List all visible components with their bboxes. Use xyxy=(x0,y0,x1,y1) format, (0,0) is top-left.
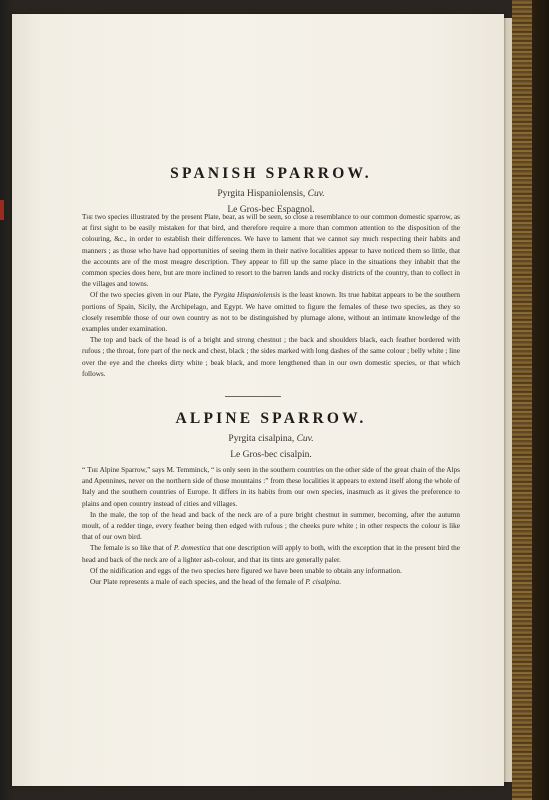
alpine-paragraph-2: In the male, the top of the head and back of the neck are of a pure bright chestnut in summer, becoming, after the autumn moult, of a redder tinge, every feather being then edged with rufous ; the cheeks pure white ; in other respects the colour is like that of our own bird. xyxy=(82,510,460,542)
alpine-sparrow-section xyxy=(82,410,460,463)
spanish-sparrow-body xyxy=(82,212,460,380)
alpine-p1-text: Alpine Sparrow,” says M. Temminck, “ is only seen in the southern countries on the other side of the great chain of the Alps and Apennines, never on the northern side of those mountains :” from these localities it appears to extend itself along the whole of Italy and the southern countries of Europe. It differs in its habits from our own species, inasmuch as it gives the preference to plains and open country instead of cities and villages. xyxy=(82,466,460,508)
spanish-p2-text-b: is the least known. Its true habitat appears to be the southern portions of Spain, Sicily, the Archipelago, and Egypt. We have omitted to figure the females of these two species, as they so closely resemble those of our own country as not to be distinguished by plumage alone, without an intimate knowledge of the examples under examination. xyxy=(82,291,460,334)
alpine-p5-text-b: . xyxy=(339,578,341,587)
spanish-latin-name xyxy=(82,186,460,202)
spanish-p2-text-a: Of the two species given in our Plate, the xyxy=(90,291,214,300)
spanish-p1-lead: The xyxy=(82,213,94,221)
alpine-paragraph-3 xyxy=(82,543,460,565)
book-page xyxy=(12,14,504,786)
alpine-sparrow-body xyxy=(82,465,460,588)
alpine-p1-open-quote: “ xyxy=(82,466,88,474)
alpine-latin-author: Cuv. xyxy=(296,434,314,444)
section-divider xyxy=(225,396,281,397)
spanish-sparrow-title: SPANISH SPARROW. xyxy=(170,165,372,182)
spanish-latin-text: Pyrgita Hispaniolensis, xyxy=(217,189,306,199)
book-cover-edge xyxy=(532,0,549,800)
spanish-paragraph-3: The top and back of the head is of a bright and strong chestnut ; the back and shoulders black, each feather bordered with rufous ; the throat, fore part of the neck and chest, black ; the sides marked with long dashes of the same colour ; belly white ; line over the eye and the cheeks dirty white ; beak black, and more lengthened than in our own domestic species, or that which follows. xyxy=(82,336,460,378)
alpine-p3-text-a: The female is so like that of xyxy=(90,544,174,553)
alpine-p3-text-b: that one description will apply to both, with the exception that in the present bird the head and back of the neck are of a lighter ash-colour, and that its tints are generally paler. xyxy=(82,544,460,564)
spanish-sparrow-section xyxy=(82,165,460,218)
alpine-latin-text: Pyrgita cisalpina, xyxy=(228,434,295,444)
alpine-sparrow-title: ALPINE SPARROW. xyxy=(175,410,367,427)
alpine-p1-lead: The xyxy=(87,466,99,474)
alpine-paragraph-5 xyxy=(82,577,460,588)
spanish-p1-text: two species illustrated by the present Plate, bear, as will be seen, so close a resemblance to our common domestic sparrow, as at first sight to be easily mistaken for that bird, and therefore require a more than common attention to the disposition of the colouring, &c., in order to establish their differences. We have to lament that we cannot say much respecting their habits and manners ; as those who have had opportunities of seeing them in their native localities appear to have noticed them so little, that the accounts are of the most meagre description. They appear to fill up the same place in the situations they inhabit that the common species does here, but are more inclined to resort to the barren lands and rocky districts of the country, than to collect in the villages and towns. xyxy=(82,213,460,289)
page-marker-tab xyxy=(0,200,4,220)
alpine-paragraph-4: Of the nidification and eggs of the two species here figured we have been unable to obtain any information. xyxy=(90,566,402,575)
spanish-paragraph-1 xyxy=(82,212,460,290)
alpine-latin-name xyxy=(82,431,460,447)
alpine-p5-italic: P. cisalpina xyxy=(305,578,340,587)
spanish-latin-author: Cuv. xyxy=(307,189,325,199)
spanish-p2-italic: Pyrgita Hispaniolensis xyxy=(213,291,281,300)
spanish-french-name: Le Gros-bec Espagnol. xyxy=(227,205,315,215)
alpine-p5-text-a: Our Plate represents a male of each species, and the head of the female of xyxy=(90,578,306,587)
spanish-paragraph-2 xyxy=(82,290,460,335)
alpine-paragraph-1 xyxy=(82,465,460,510)
alpine-french-name: Le Gros-bec cisalpin. xyxy=(230,450,312,460)
alpine-p3-italic: P. domestica xyxy=(173,544,211,553)
